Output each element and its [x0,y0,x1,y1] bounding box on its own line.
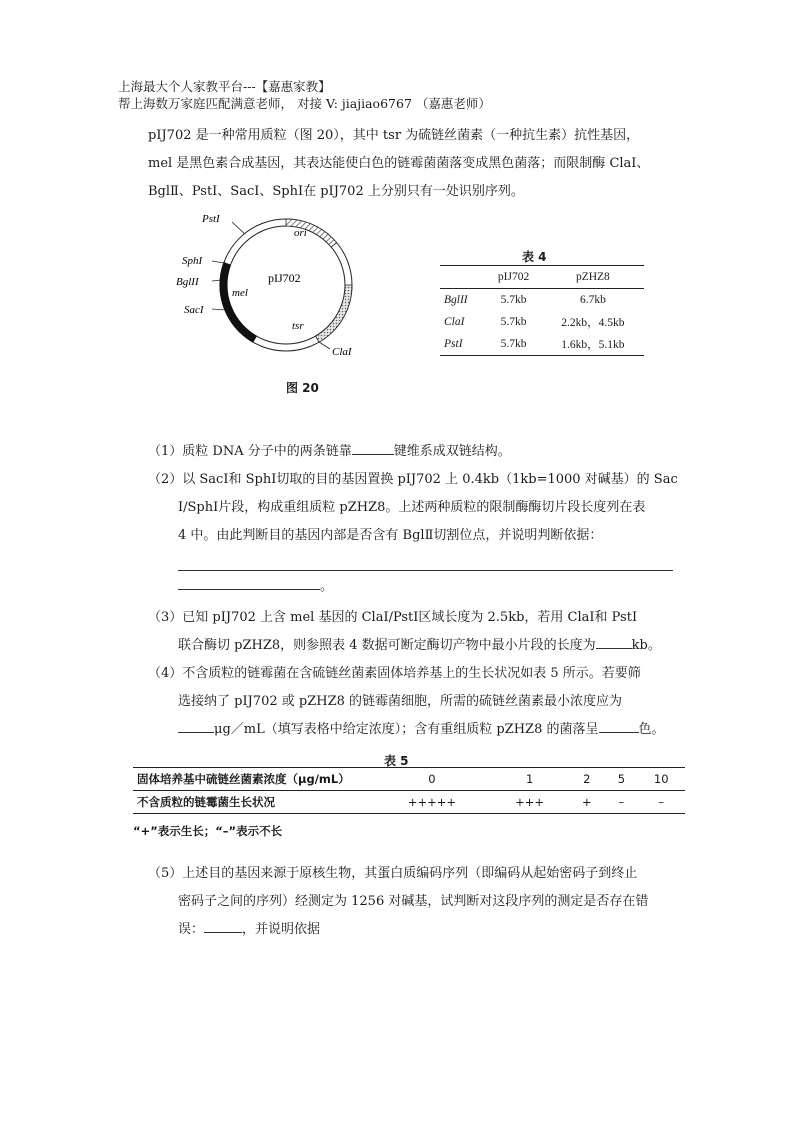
question-5 [148,860,693,944]
q2-answer-line[interactable] [178,550,673,571]
cla-label: ClaI [332,346,352,358]
mel-segment [220,262,257,342]
q4-color-blank[interactable] [599,716,639,733]
table5-cell: – [618,795,625,809]
question-3 [148,604,693,660]
question-4 [148,660,693,744]
table5-cell: +++++ [407,795,457,809]
q5-answer-blank[interactable] [204,916,242,933]
q2-answer-line-end[interactable] [178,573,320,590]
table4-cell: 1.6kb，5.1kb [561,339,625,351]
q4-line-1: （4）不含质粒的链霉菌在含硫链丝菌素固体培养基上的生长状况如表 5 所示。若要筛 [148,666,641,681]
table-row [133,768,685,791]
ori-label: ori [294,227,307,239]
tsr-label: tsr [292,320,304,332]
table5-cell: 1 [525,772,534,786]
table5-cell: +++ [515,795,545,809]
intro-text [148,122,688,206]
table4-cell: 2.2kb，4.5kb [561,317,625,329]
pst-label: PstI [202,213,220,225]
table4-cell: ClaI [444,316,465,328]
question-2 [148,466,693,601]
q3-answer-blank[interactable] [596,632,632,649]
table4-cell: PstI [444,338,463,350]
q4-line-3-end: 色。 [638,722,665,737]
table5-cell: 0 [428,772,436,786]
table5-concentration-label: 固体培养基中硫链丝菌素浓度（μg/mL） [137,772,350,786]
q2-end-mark: 。 [320,579,334,594]
figure-caption: 图 20 [286,381,319,395]
table5-title: 表 5 [384,754,409,768]
q3-line-2: 联合酶切 pZHZ8，则参照表 4 数据可断定酶切产物中最小片段的长度为 [178,638,596,653]
sac-site-tick [212,309,226,310]
intro-line-1: pIJ702 是一种常用质粒（图 20），其中 tsr 为硫链丝菌素（一种抗生素）抗性基因， [148,128,640,143]
tsr-segment [316,285,353,342]
q1-text-after: 键维系成双链结构。 [393,444,511,459]
q2-line-3: 4 中。由此判断目的基因内部是否含有 BglⅡ切割位点，并说明判断依据： [178,528,603,543]
intro-line-3: BglⅡ、PstⅠ、SacⅠ、SphⅠ在 pIJ702 上分别只有一处识别序列。 [148,184,524,199]
table5-cell: – [658,795,665,809]
plasmid-diagram [170,205,390,395]
intro-line-2: mel 是黑色素合成基因，其表达能使白色的链霉菌菌落变成黑色菌落；而限制酶 ClaⅠ、 [148,156,650,171]
pst-site-tick [232,222,245,234]
table4 [440,265,644,356]
header-line-2: 帮上海数万家庭匹配满意老师， 对接 V: jiajiao6767 （嘉惠老师） [118,96,491,111]
bgl-label: BglII [176,276,199,288]
sph-site-tick [212,261,224,263]
question-1 [148,438,693,466]
q4-concentration-blank[interactable] [178,716,214,733]
mel-label: mel [232,287,248,299]
sac-label: SacI [184,304,204,316]
q4-line-2: 选接纳了 pIJ702 或 pZHZ8 的链霉菌细胞，所需的硫链丝菌素最小浓度应为 [178,694,623,709]
header-line-1: 上海最大个人家教平台---【嘉惠家教】 [118,79,331,94]
q5-line-1: （5）上述目的基因来源于原核生物，其蛋白质编码序列（即编码从起始密码子到终止 [148,866,638,881]
table5-cell: 10 [653,772,669,786]
table5 [133,767,685,814]
q3-line-2-end: kb。 [631,638,661,653]
q2-line-1: （2）以 SacⅠ和 SphⅠ切取的目的基因置换 pIJ702 上 0.4kb（1kb=1000 对碱基）的 Sac [148,472,678,487]
table-row [440,333,644,356]
table4-cell: 5.7kb [500,338,527,350]
q2-line-2: Ⅰ/SphⅠ片段，构成重组质粒 pZHZ8。上述两种质粒的限制酶酶切片段长度列在表 [178,500,646,515]
page-header [118,78,491,112]
table-row [440,289,644,312]
table4-cell: BglII [444,294,468,306]
q3-line-1: （3）已知 pIJ702 上含 mel 基因的 ClaⅠ/PstⅠ区域长度为 2.5kb，若用 ClaⅠ和 PstⅠ [148,610,638,625]
table4-title: 表 4 [522,250,547,264]
q1-text-before: （1）质粒 DNA 分子中的两条链靠 [148,444,352,459]
q4-line-3: μg／mL（填写表格中给定浓度）；含有重组质粒 pZHZ8 的菌落呈 [214,722,599,737]
table4-cell: 5.7kb [500,294,527,306]
q5-line-3: 误： [178,922,205,937]
table4-header-cell [440,266,485,289]
q5-line-3-end: ，并说明依据 [242,922,321,937]
table4-cell: 6.7kb [579,294,606,306]
q5-line-2: 密码子之间的序列）经测定为 1256 对碱基，试判断对这段序列的测定是否存在错 [178,894,649,909]
table-row [133,791,685,814]
q1-answer-blank[interactable] [352,438,394,455]
table5-growth-label: 不含质粒的链霉菌生长状况 [137,795,275,809]
table4-header-cell: pZHZ8 [575,271,610,283]
plasmid-ring-inner [227,226,345,344]
table4-header-row [440,266,644,289]
table4-header-cell: pIJ702 [497,271,530,283]
sph-label: SphI [182,255,203,267]
table5-cell: + [582,795,592,809]
table5-cell: 2 [583,772,591,786]
table4-cell: 5.7kb [500,316,527,328]
table5-note: “+”表示生长；“–”表示不长 [133,824,283,838]
plasmid-name-label: pIJ702 [268,271,301,285]
table-row [440,311,644,333]
table5-cell: 5 [617,772,626,786]
cla-site-tick [319,342,330,349]
